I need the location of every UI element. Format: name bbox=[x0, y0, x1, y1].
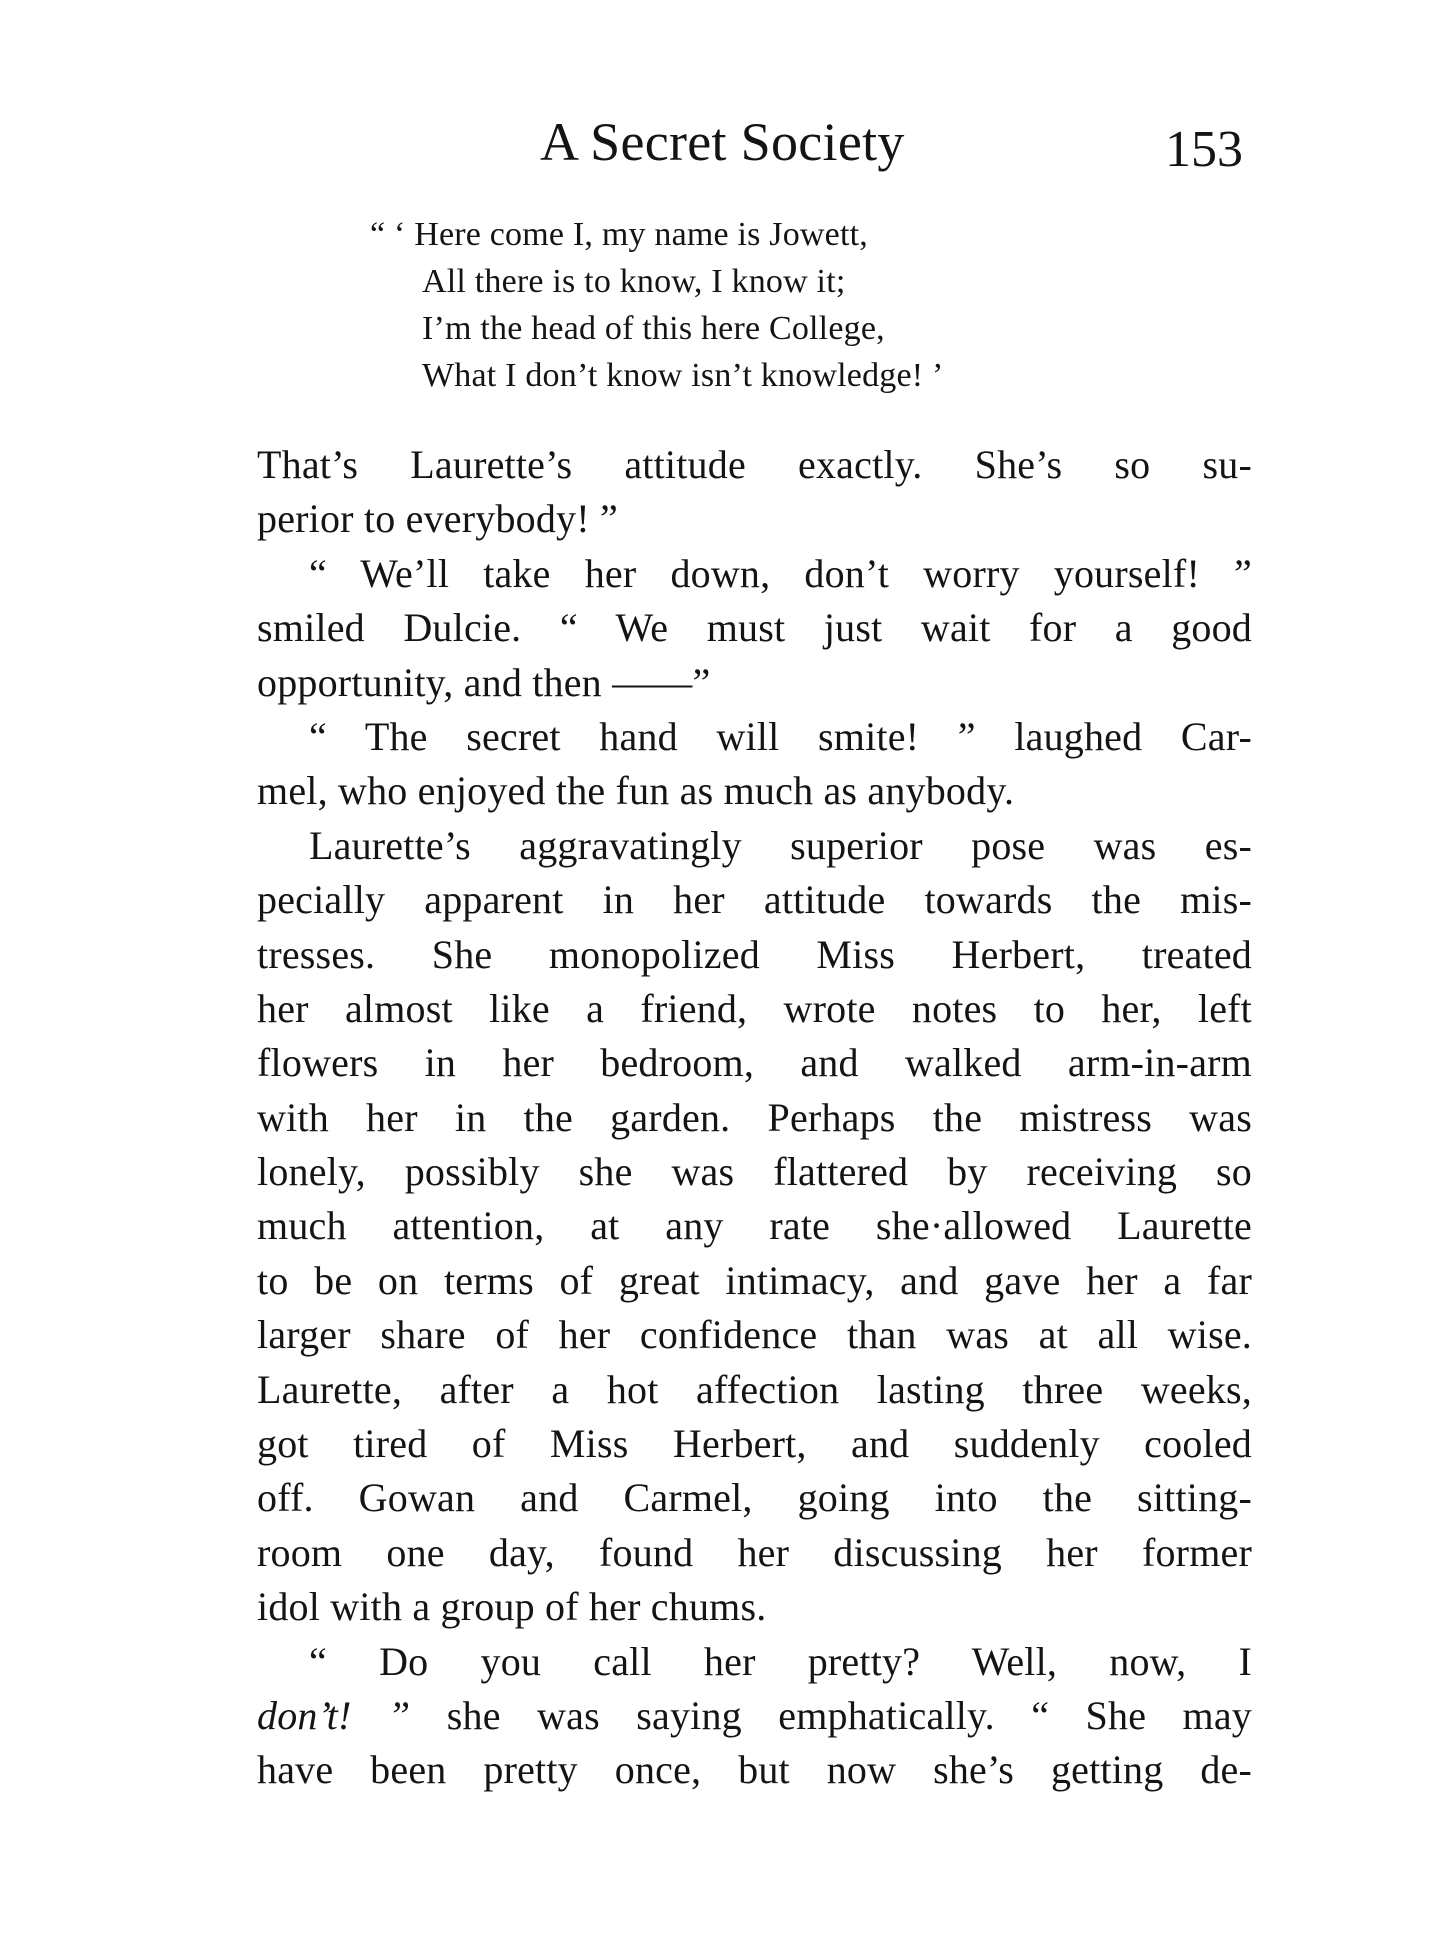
text-line: Laurette, after a hot affection lasting three weeks, bbox=[257, 1366, 1252, 1412]
text-line: mel, who enjoyed the fun as much as anybody. bbox=[257, 768, 1015, 814]
text-line: “ Do you call her pretty? Well, now, I bbox=[309, 1638, 1252, 1684]
text-line: That’s Laurette’s attitude exactly. She’s so su- bbox=[257, 442, 1252, 487]
text-line: larger share of her confidence than was at all wise. bbox=[257, 1312, 1252, 1358]
text-line: to be on terms of great intimacy, and gave her a far bbox=[257, 1257, 1252, 1303]
text-line: idol with a group of her chums. bbox=[257, 1584, 767, 1630]
emphasis-text: don’t! ” bbox=[257, 1692, 411, 1738]
text-line: “ We’ll take her down, don’t worry yourself! ” bbox=[309, 550, 1252, 596]
text-line: have been pretty once, but now she’s getting de- bbox=[257, 1747, 1252, 1793]
running-title: A Secret Society bbox=[540, 112, 905, 172]
verse-line: I’m the head of this here College, bbox=[422, 310, 885, 347]
page-number: 153 bbox=[1165, 121, 1243, 178]
text-line: off. Gowan and Carmel, going into the sitting- bbox=[257, 1475, 1252, 1521]
text-line: smiled Dulcie. “ We must just wait for a good bbox=[257, 605, 1252, 651]
text-line: Laurette’s aggravatingly superior pose was es- bbox=[309, 822, 1252, 868]
body-text bbox=[257, 438, 1252, 1798]
text-line: “ The secret hand will smite! ” laughed Car- bbox=[309, 713, 1252, 759]
text-line: perior to everybody! ” bbox=[257, 496, 618, 542]
verse-line: What I don’t know isn’t knowledge! ’ bbox=[422, 357, 944, 394]
verse-line: All there is to know, I know it; bbox=[422, 263, 846, 300]
verse-line: “ ‘ Here come I, my name is Jowett, bbox=[370, 216, 868, 253]
text-line: flowers in her bedroom, and walked arm-in-arm bbox=[257, 1040, 1252, 1086]
text-line: pecially apparent in her attitude towards the mis- bbox=[257, 877, 1252, 923]
text-line: tresses. She monopolized Miss Herbert, treated bbox=[257, 931, 1252, 977]
text-line: room one day, found her discussing her former bbox=[257, 1529, 1252, 1575]
text-line: opportunity, and then ——” bbox=[257, 659, 711, 705]
text-fragment: she was saying emphatically. “ She may bbox=[446, 1692, 1253, 1738]
text-line-with-emphasis bbox=[257, 1689, 1252, 1743]
text-line: got tired of Miss Herbert, and suddenly cooled bbox=[257, 1421, 1252, 1467]
text-line: her almost like a friend, wrote notes to her, left bbox=[257, 985, 1252, 1031]
text-line: much attention, at any rate she·allowed Laurette bbox=[257, 1203, 1252, 1249]
text-line: with her in the garden. Perhaps the mistress was bbox=[257, 1094, 1252, 1140]
text-line: lonely, possibly she was flattered by receiving so bbox=[257, 1149, 1252, 1195]
